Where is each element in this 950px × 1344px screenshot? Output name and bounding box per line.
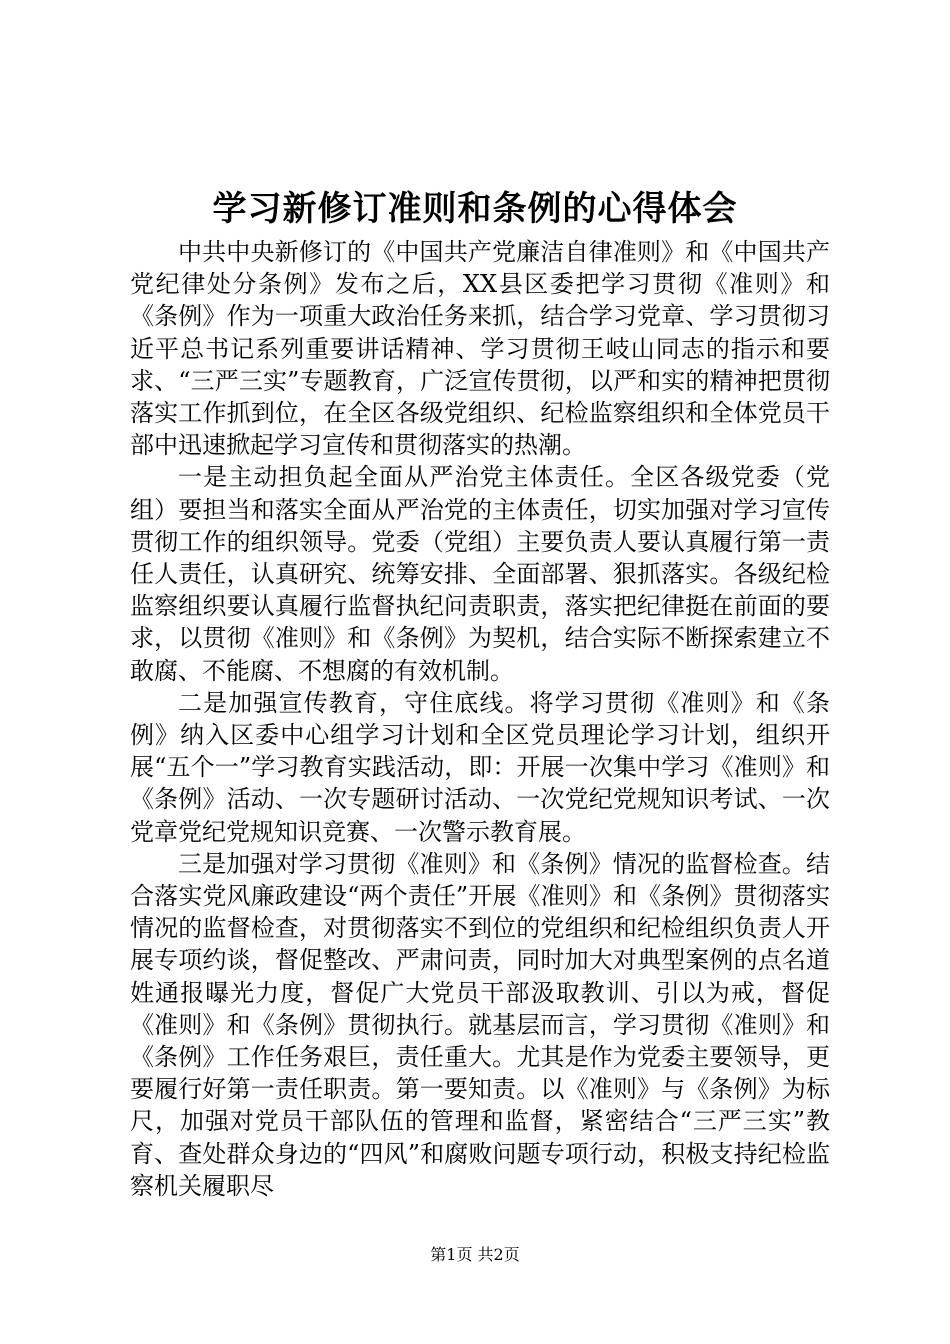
paragraph-point-one: 一是主动担负起全面从严治党主体责任。全区各级党委（党组）要担当和落实全面从严治党的主体责任，切实加强对学习宣传贯彻工作的组织领导。党委（党组）主要负责人要认真履行第一责任人责任，认真研究、统筹安排、全面部署、狠抓落实。各级纪检监察组织要认真履行监督执纪问责职责，落实把纪律挺在前面的要求，以贯彻《准则》和《条例》为契机，结合实际不断探索建立不敢腐、不能腐、不想腐的有效机制。 (130, 463, 830, 685)
paragraph-point-three: 三是加强对学习贯彻《准则》和《条例》情况的监督检查。结合落实党风廉政建设“两个责任”开展《准则》和《条例》贯彻落实情况的监督检查，对贯彻落实不到位的党组织和纪检组织负责人开展专项约谈，督促整改、严肃问责，同时加大对典型案例的点名道姓通报曝光力度，督促广大党员干部汲取教训、引以为戒，督促《准则》和《条例》贯彻执行。就基层而言，学习贯彻《准则》和《条例》工作任务艰巨，责任重大。尤其是作为党委主要领导，更要履行好第一责任职责。第一要知责。以《准则》与《条例》为标尺，加强对党员干部队伍的管理和监督，紧密结合“三严三实”教育、查处群众身边的“四风”和腐败问题专项行动，积极支持纪检监察机关履职尽 (130, 849, 830, 1200)
page-number-footer: 第1页 共2页 (430, 1245, 520, 1264)
document-body (130, 236, 830, 1202)
document-title: 学习新修订准则和条例的心得体会 (212, 189, 738, 229)
paragraph-point-two: 二是加强宣传教育，守住底线。将学习贯彻《准则》和《条例》纳入区委中心组学习计划和全区党员理论学习计划，组织开展“五个一”学习教育实践活动，即：开展一次集中学习《准则》和《条例》活动、一次专题研讨活动、一次党纪党规知识考试、一次党章党纪党规知识竞赛、一次警示教育展。 (130, 688, 830, 846)
paragraph-intro: 中共中央新修订的《中国共产党廉洁自律准则》和《中国共产党纪律处分条例》发布之后，XX县区委把学习贯彻《准则》和《条例》作为一项重大政治任务来抓，结合学习党章、学习贯彻习近平总书记系列重要讲话精神、学习贯彻王岐山同志的指示和要求、“三严三实”专题教育，广泛宣传贯彻，以严和实的精神把贯彻落实工作抓到位，在全区各级党组织、纪检监察组织和全体党员干部中迅速掀起学习宣传和贯彻落实的热潮。 (130, 238, 830, 460)
